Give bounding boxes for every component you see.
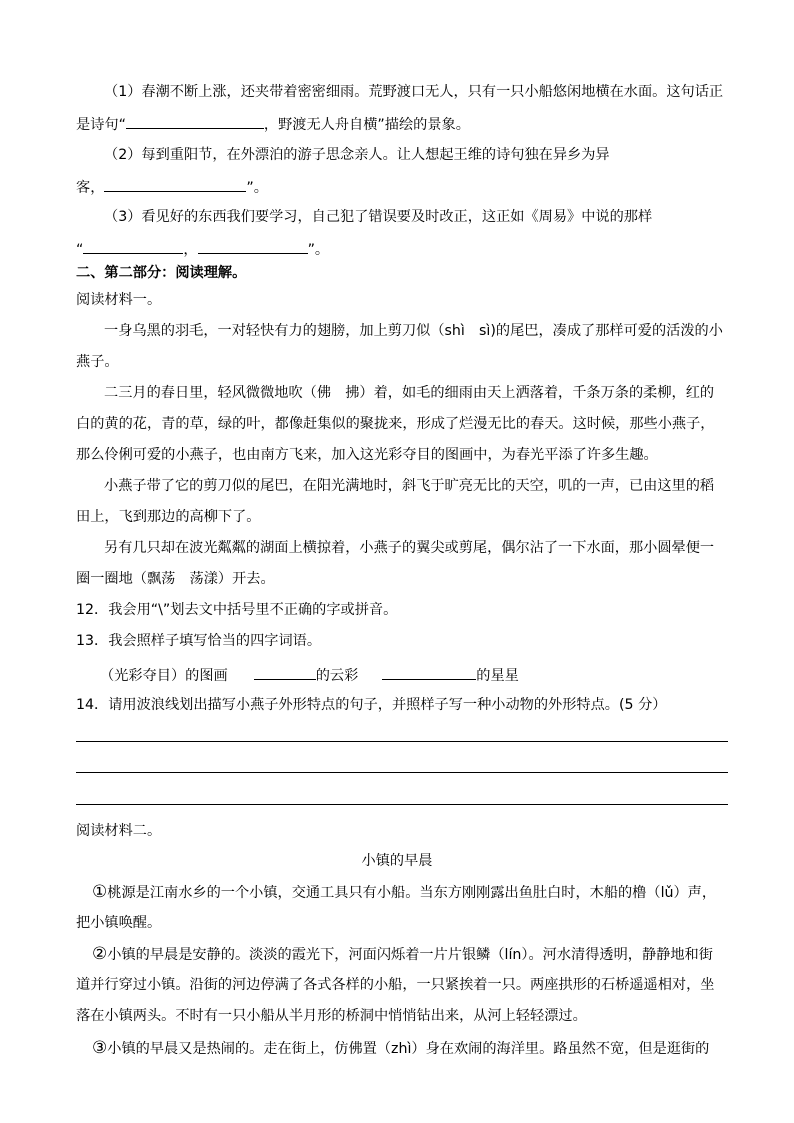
q1-prefix: 是诗句“: [76, 117, 126, 133]
passage-title: 小镇的早晨: [361, 853, 433, 869]
question-12: 12．我会用“\”划去文中括号里不正确的字或拼音。: [76, 602, 398, 618]
q3-blank-1[interactable]: [83, 239, 183, 254]
material2-label: 阅读材料二。: [76, 823, 162, 839]
material1-p3-line1: 小燕子带了它的剪刀似的尾巴，在阳光满地时，斜飞于旷亮无比的天空，叽的一声，已由这里的稻: [104, 478, 715, 494]
q3-prefix: “: [76, 242, 84, 258]
material2-p3-line1: [92, 1039, 709, 1058]
q3-line2: [76, 239, 329, 259]
material2-p1-line1: [92, 883, 716, 902]
material2-p2-line3: 落在小镇两头。不时有一只小船从半月形的桥洞中悄悄钻出来，从河上轻轻漂过。: [76, 1008, 587, 1024]
question-13: 13．我会照样子填写恰当的四字词语。: [76, 633, 322, 649]
material1-p4-line1: 另有几只却在波光粼粼的湖面上横掠着，小燕子的翼尖或剪尾，偶尔沾了一下水面，那小圆晕便一: [104, 540, 715, 556]
q2-suffix: ”。: [246, 180, 268, 196]
q13-label-3: 的星星: [476, 668, 519, 684]
material1-p2-line3: 那么伶俐可爱的小燕子，也由南方飞来，加入这光彩夺目的图画中，为春光平添了许多生趣。: [76, 447, 658, 463]
q3-line1: （3）看见好的东西我们要学习，自己犯了错误要及时改正，这正如《周易》中说的那样: [104, 209, 653, 225]
material1-p1-line2: 燕子。: [76, 354, 119, 370]
paragraph-number-2: ②: [92, 944, 108, 964]
q2-line2: [76, 177, 268, 197]
question-13-example-row: [100, 665, 519, 685]
material1-p4-line2: 圈一圈地（飘荡 荡漾）开去。: [76, 571, 275, 587]
q2-line1: （2）每到重阳节，在外漂泊的游子思念亲人。让人想起王维的诗句独在异乡为异: [104, 147, 610, 163]
q3-suffix: ”。: [307, 242, 330, 258]
q2-blank[interactable]: [104, 177, 246, 192]
q13-label-2: 的云彩: [315, 668, 359, 684]
paragraph-number-1: ①: [92, 882, 108, 902]
q1-blank[interactable]: [126, 114, 264, 129]
answer-line-3[interactable]: [76, 804, 728, 805]
material1-label: 阅读材料一。: [76, 292, 162, 308]
q3-blank-2[interactable]: [198, 239, 308, 254]
question-14: 14．请用波浪线划出描写小燕子外形特点的句子，并照样子写一种小动物的外形特点。(5 分）: [76, 697, 667, 713]
material2-p1-text: 桃源是江南水乡的一个小镇，交通工具只有小船。当东方刚刚露出鱼肚白时，木船的橹（lǔ）声，: [107, 885, 717, 901]
material1-p2-line1: 二三月的春日里，轻风微微地吹（佛 拂）着，如毛的细雨由天上洒落着，千条万条的柔柳，红的: [104, 385, 715, 401]
material2-p2-line2: 道并行穿过小镇。沿街的河边停满了各式各样的小船，一只紧挨着一只。两座拱形的石桥遥遥相对，坐: [76, 977, 715, 993]
q3-comma: ，: [183, 242, 198, 258]
answer-line-1[interactable]: [76, 741, 728, 742]
q13-example: （光彩夺目）的图画: [100, 668, 228, 684]
material1-p1-line1: 一身乌黑的羽毛，一对轻快有力的翅膀，加上剪刀似（shì sì)的尾巴，凑成了那样可爱的活泼的小: [104, 323, 723, 339]
material2-p2-line1: [92, 945, 713, 964]
material2-p2-text: 小镇的早晨是安静的。淡淡的霞光下，河面闪烁着一片片银鳞（lín）。河水清得透明，静静地和街: [107, 947, 713, 963]
material1-p2-line2: 白的黄的花，青的草，绿的叶，都像赶集似的聚拢来，形成了烂漫无比的春天。这时候，那些小燕子，: [76, 416, 715, 432]
material2-p3-text: 小镇的早晨又是热闹的。走在街上，仿佛置（zhì）身在欢闹的海洋里。路虽然不宽，但是逛街的: [107, 1041, 710, 1057]
q1-suffix: ，野渡无人舟自横”描绘的景象。: [263, 117, 470, 133]
q2-prefix: 客，: [76, 180, 105, 196]
material1-p3-line2: 田上，飞到那边的高柳下了。: [76, 509, 261, 525]
answer-line-2[interactable]: [76, 772, 728, 773]
q1-line1: （1）春潮不断上涨，还夹带着密密细雨。荒野渡口无人，只有一只小船悠闲地横在水面。这句话正: [104, 84, 724, 100]
material2-p1-line2: 把小镇唤醒。: [76, 915, 162, 931]
q13-blank-2[interactable]: [382, 665, 476, 680]
q13-blank-1[interactable]: [254, 665, 316, 680]
section2-heading: 二、第二部分：阅读理解。: [76, 265, 247, 281]
q1-line2: [76, 114, 470, 134]
paragraph-number-3: ③: [92, 1038, 108, 1058]
